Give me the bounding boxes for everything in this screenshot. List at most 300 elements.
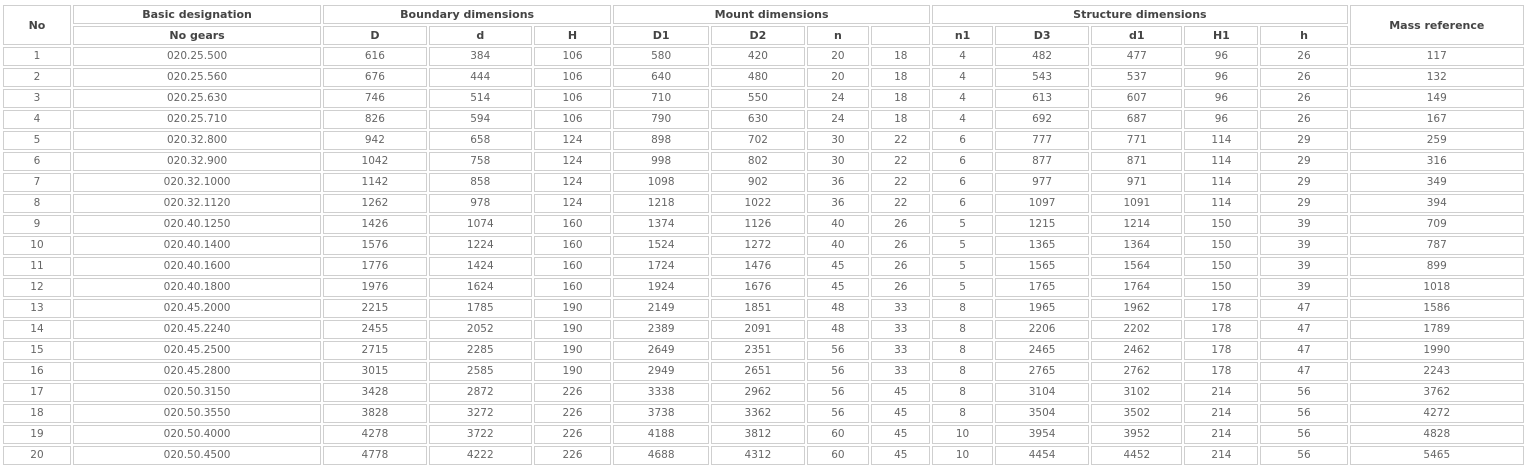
cell-D: 3828 <box>323 404 426 423</box>
cell-n: 30 <box>807 131 870 150</box>
cell-H: 124 <box>534 152 611 171</box>
cell-D1: 790 <box>613 110 709 129</box>
cell-D1: 1524 <box>613 236 709 255</box>
col-header-D1: D1 <box>613 26 709 45</box>
cell-n1: 5 <box>932 278 993 297</box>
cell-D3: 1215 <box>995 215 1089 234</box>
cell-no: 9 <box>3 215 71 234</box>
cell-mass-reference: 5465 <box>1350 446 1524 465</box>
table-row <box>3 173 1524 192</box>
cell-basic-designation: 020.45.2000 <box>73 299 321 318</box>
cell-no: 14 <box>3 320 71 339</box>
cell-n: 24 <box>807 89 870 108</box>
cell-basic-designation: 020.50.4000 <box>73 425 321 444</box>
cell-n1: 8 <box>932 362 993 381</box>
cell-H: 190 <box>534 341 611 360</box>
cell-d: 444 <box>429 68 532 87</box>
cell-D1: 2949 <box>613 362 709 381</box>
cell-blank: 18 <box>871 68 930 87</box>
cell-n: 60 <box>807 446 870 465</box>
col-group-basic-designation: Basic designation <box>73 5 321 24</box>
cell-n: 20 <box>807 68 870 87</box>
cell-n1: 8 <box>932 299 993 318</box>
col-header-H: H <box>534 26 611 45</box>
cell-h: 56 <box>1260 404 1347 423</box>
cell-h: 29 <box>1260 194 1347 213</box>
cell-D3: 777 <box>995 131 1089 150</box>
cell-H1: 150 <box>1184 236 1258 255</box>
cell-n1: 6 <box>932 194 993 213</box>
cell-n1: 5 <box>932 257 993 276</box>
sub-header-row <box>3 26 1524 45</box>
cell-D1: 710 <box>613 89 709 108</box>
col-header-mass-reference: Mass reference <box>1350 5 1524 45</box>
cell-n1: 8 <box>932 341 993 360</box>
cell-H1: 150 <box>1184 215 1258 234</box>
cell-D: 2715 <box>323 341 426 360</box>
cell-D1: 3338 <box>613 383 709 402</box>
cell-n: 56 <box>807 341 870 360</box>
cell-blank: 33 <box>871 341 930 360</box>
cell-mass-reference: 394 <box>1350 194 1524 213</box>
cell-blank: 45 <box>871 383 930 402</box>
cell-mass-reference: 4828 <box>1350 425 1524 444</box>
cell-D2: 630 <box>711 110 804 129</box>
cell-basic-designation: 020.32.800 <box>73 131 321 150</box>
cell-d1: 3502 <box>1091 404 1182 423</box>
cell-H: 160 <box>534 215 611 234</box>
table-row <box>3 131 1524 150</box>
cell-d: 3272 <box>429 404 532 423</box>
table-row <box>3 446 1524 465</box>
cell-D2: 1126 <box>711 215 804 234</box>
cell-D3: 3504 <box>995 404 1089 423</box>
cell-h: 56 <box>1260 425 1347 444</box>
cell-blank: 26 <box>871 278 930 297</box>
cell-h: 39 <box>1260 257 1347 276</box>
cell-D: 1142 <box>323 173 426 192</box>
cell-n: 60 <box>807 425 870 444</box>
cell-H1: 114 <box>1184 131 1258 150</box>
cell-D2: 3812 <box>711 425 804 444</box>
cell-no: 3 <box>3 89 71 108</box>
cell-mass-reference: 899 <box>1350 257 1524 276</box>
cell-n1: 5 <box>932 236 993 255</box>
cell-d1: 771 <box>1091 131 1182 150</box>
cell-d1: 687 <box>1091 110 1182 129</box>
cell-mass-reference: 787 <box>1350 236 1524 255</box>
cell-H: 226 <box>534 425 611 444</box>
cell-n1: 6 <box>932 173 993 192</box>
cell-d1: 607 <box>1091 89 1182 108</box>
cell-D2: 1676 <box>711 278 804 297</box>
cell-D1: 1098 <box>613 173 709 192</box>
cell-basic-designation: 020.45.2800 <box>73 362 321 381</box>
cell-D: 676 <box>323 68 426 87</box>
cell-d: 384 <box>429 47 532 66</box>
cell-blank: 45 <box>871 446 930 465</box>
cell-H: 160 <box>534 278 611 297</box>
cell-blank: 33 <box>871 362 930 381</box>
table-row <box>3 383 1524 402</box>
cell-h: 47 <box>1260 320 1347 339</box>
cell-H: 160 <box>534 236 611 255</box>
cell-basic-designation: 020.25.630 <box>73 89 321 108</box>
cell-basic-designation: 020.40.1600 <box>73 257 321 276</box>
cell-H1: 96 <box>1184 47 1258 66</box>
col-group-structure-dimensions: Structure dimensions <box>932 5 1347 24</box>
cell-blank: 45 <box>871 425 930 444</box>
cell-D: 4278 <box>323 425 426 444</box>
cell-H: 190 <box>534 299 611 318</box>
cell-mass-reference: 1990 <box>1350 341 1524 360</box>
table-row <box>3 236 1524 255</box>
cell-h: 29 <box>1260 152 1347 171</box>
cell-n: 48 <box>807 299 870 318</box>
cell-n: 30 <box>807 152 870 171</box>
cell-D: 616 <box>323 47 426 66</box>
cell-D3: 877 <box>995 152 1089 171</box>
cell-D: 3428 <box>323 383 426 402</box>
cell-D: 2455 <box>323 320 426 339</box>
cell-d1: 2462 <box>1091 341 1182 360</box>
cell-mass-reference: 2243 <box>1350 362 1524 381</box>
col-header-D: D <box>323 26 426 45</box>
cell-mass-reference: 1018 <box>1350 278 1524 297</box>
table-row <box>3 89 1524 108</box>
cell-D: 1976 <box>323 278 426 297</box>
cell-d1: 537 <box>1091 68 1182 87</box>
cell-n1: 4 <box>932 47 993 66</box>
cell-basic-designation: 020.32.1000 <box>73 173 321 192</box>
cell-no: 6 <box>3 152 71 171</box>
cell-n: 40 <box>807 236 870 255</box>
cell-d1: 3952 <box>1091 425 1182 444</box>
cell-h: 56 <box>1260 446 1347 465</box>
cell-mass-reference: 316 <box>1350 152 1524 171</box>
cell-h: 26 <box>1260 47 1347 66</box>
cell-d: 1074 <box>429 215 532 234</box>
table-row <box>3 47 1524 66</box>
cell-basic-designation: 020.40.1400 <box>73 236 321 255</box>
cell-no: 16 <box>3 362 71 381</box>
cell-D1: 4188 <box>613 425 709 444</box>
cell-H1: 150 <box>1184 257 1258 276</box>
cell-D: 1042 <box>323 152 426 171</box>
cell-H: 226 <box>534 383 611 402</box>
cell-blank: 22 <box>871 194 930 213</box>
cell-D3: 2206 <box>995 320 1089 339</box>
cell-n1: 8 <box>932 404 993 423</box>
cell-mass-reference: 349 <box>1350 173 1524 192</box>
cell-n: 45 <box>807 278 870 297</box>
cell-mass-reference: 259 <box>1350 131 1524 150</box>
cell-mass-reference: 4272 <box>1350 404 1524 423</box>
cell-H: 106 <box>534 89 611 108</box>
cell-blank: 26 <box>871 257 930 276</box>
cell-mass-reference: 1586 <box>1350 299 1524 318</box>
cell-no: 2 <box>3 68 71 87</box>
cell-d: 658 <box>429 131 532 150</box>
cell-blank: 22 <box>871 131 930 150</box>
cell-basic-designation: 020.50.3550 <box>73 404 321 423</box>
cell-mass-reference: 149 <box>1350 89 1524 108</box>
cell-H1: 178 <box>1184 320 1258 339</box>
cell-basic-designation: 020.32.900 <box>73 152 321 171</box>
cell-D1: 898 <box>613 131 709 150</box>
cell-D3: 4454 <box>995 446 1089 465</box>
cell-d1: 1564 <box>1091 257 1182 276</box>
col-header-no-gears: No gears <box>73 26 321 45</box>
cell-no: 15 <box>3 341 71 360</box>
cell-basic-designation: 020.40.1800 <box>73 278 321 297</box>
cell-d: 858 <box>429 173 532 192</box>
cell-D2: 4312 <box>711 446 804 465</box>
col-header-d: d <box>429 26 532 45</box>
cell-D1: 1724 <box>613 257 709 276</box>
col-header-no: No <box>3 5 71 45</box>
cell-d: 978 <box>429 194 532 213</box>
cell-D1: 4688 <box>613 446 709 465</box>
cell-blank: 18 <box>871 47 930 66</box>
cell-d: 3722 <box>429 425 532 444</box>
table-row <box>3 278 1524 297</box>
col-header-H1: H1 <box>1184 26 1258 45</box>
table-row <box>3 299 1524 318</box>
cell-mass-reference: 167 <box>1350 110 1524 129</box>
cell-D3: 482 <box>995 47 1089 66</box>
cell-D2: 2351 <box>711 341 804 360</box>
cell-basic-designation: 020.32.1120 <box>73 194 321 213</box>
cell-D2: 1476 <box>711 257 804 276</box>
cell-D3: 692 <box>995 110 1089 129</box>
cell-mass-reference: 709 <box>1350 215 1524 234</box>
cell-blank: 26 <box>871 236 930 255</box>
cell-basic-designation: 020.50.4500 <box>73 446 321 465</box>
cell-h: 47 <box>1260 341 1347 360</box>
cell-D3: 1565 <box>995 257 1089 276</box>
cell-n: 45 <box>807 257 870 276</box>
cell-h: 47 <box>1260 299 1347 318</box>
cell-H: 190 <box>534 320 611 339</box>
cell-n: 48 <box>807 320 870 339</box>
cell-h: 29 <box>1260 173 1347 192</box>
cell-n: 36 <box>807 173 870 192</box>
cell-h: 39 <box>1260 215 1347 234</box>
col-header-D3: D3 <box>995 26 1089 45</box>
cell-H1: 96 <box>1184 68 1258 87</box>
cell-d1: 4452 <box>1091 446 1182 465</box>
cell-D1: 2649 <box>613 341 709 360</box>
cell-n: 56 <box>807 404 870 423</box>
cell-d: 1624 <box>429 278 532 297</box>
cell-no: 7 <box>3 173 71 192</box>
col-header-D2: D2 <box>711 26 804 45</box>
cell-D: 1776 <box>323 257 426 276</box>
cell-no: 19 <box>3 425 71 444</box>
cell-n1: 4 <box>932 110 993 129</box>
cell-H: 226 <box>534 404 611 423</box>
cell-D2: 702 <box>711 131 804 150</box>
cell-no: 8 <box>3 194 71 213</box>
cell-mass-reference: 117 <box>1350 47 1524 66</box>
cell-d1: 1214 <box>1091 215 1182 234</box>
cell-D3: 1965 <box>995 299 1089 318</box>
cell-h: 56 <box>1260 383 1347 402</box>
cell-d: 758 <box>429 152 532 171</box>
cell-d: 1224 <box>429 236 532 255</box>
cell-n1: 8 <box>932 320 993 339</box>
cell-mass-reference: 1789 <box>1350 320 1524 339</box>
cell-H: 124 <box>534 194 611 213</box>
cell-D1: 580 <box>613 47 709 66</box>
dimensions-table <box>1 3 1526 467</box>
cell-h: 26 <box>1260 89 1347 108</box>
cell-D1: 2149 <box>613 299 709 318</box>
cell-n1: 4 <box>932 68 993 87</box>
cell-blank: 18 <box>871 110 930 129</box>
cell-n1: 10 <box>932 446 993 465</box>
cell-H1: 114 <box>1184 194 1258 213</box>
cell-n1: 4 <box>932 89 993 108</box>
cell-H1: 214 <box>1184 404 1258 423</box>
cell-basic-designation: 020.25.500 <box>73 47 321 66</box>
cell-H: 106 <box>534 110 611 129</box>
cell-H1: 214 <box>1184 425 1258 444</box>
cell-D2: 1022 <box>711 194 804 213</box>
cell-d1: 871 <box>1091 152 1182 171</box>
cell-h: 26 <box>1260 110 1347 129</box>
cell-D1: 640 <box>613 68 709 87</box>
cell-D2: 802 <box>711 152 804 171</box>
cell-n: 40 <box>807 215 870 234</box>
cell-d1: 1091 <box>1091 194 1182 213</box>
cell-H1: 178 <box>1184 362 1258 381</box>
table-row <box>3 110 1524 129</box>
cell-d1: 1764 <box>1091 278 1182 297</box>
cell-h: 26 <box>1260 68 1347 87</box>
table-row <box>3 320 1524 339</box>
cell-H: 226 <box>534 446 611 465</box>
cell-D: 746 <box>323 89 426 108</box>
cell-D: 1426 <box>323 215 426 234</box>
cell-blank: 26 <box>871 215 930 234</box>
cell-d: 1785 <box>429 299 532 318</box>
col-group-mount-dimensions: Mount dimensions <box>613 5 930 24</box>
table-row <box>3 425 1524 444</box>
cell-d1: 2202 <box>1091 320 1182 339</box>
cell-no: 20 <box>3 446 71 465</box>
cell-D2: 2962 <box>711 383 804 402</box>
cell-H: 190 <box>534 362 611 381</box>
cell-D3: 3954 <box>995 425 1089 444</box>
cell-D3: 543 <box>995 68 1089 87</box>
cell-n1: 6 <box>932 131 993 150</box>
cell-D2: 2091 <box>711 320 804 339</box>
cell-D3: 2765 <box>995 362 1089 381</box>
group-header-row <box>3 5 1524 24</box>
cell-D: 1576 <box>323 236 426 255</box>
cell-D1: 1924 <box>613 278 709 297</box>
col-header-d1: d1 <box>1091 26 1182 45</box>
table-row <box>3 152 1524 171</box>
cell-D3: 3104 <box>995 383 1089 402</box>
cell-D1: 3738 <box>613 404 709 423</box>
cell-H1: 214 <box>1184 383 1258 402</box>
cell-basic-designation: 020.50.3150 <box>73 383 321 402</box>
cell-d1: 971 <box>1091 173 1182 192</box>
cell-D1: 2389 <box>613 320 709 339</box>
cell-mass-reference: 3762 <box>1350 383 1524 402</box>
col-header-h: h <box>1260 26 1347 45</box>
cell-D2: 480 <box>711 68 804 87</box>
cell-H: 106 <box>534 47 611 66</box>
table-row <box>3 341 1524 360</box>
cell-d: 2585 <box>429 362 532 381</box>
cell-no: 17 <box>3 383 71 402</box>
cell-no: 12 <box>3 278 71 297</box>
cell-n: 20 <box>807 47 870 66</box>
cell-d1: 477 <box>1091 47 1182 66</box>
cell-d: 594 <box>429 110 532 129</box>
cell-d: 2872 <box>429 383 532 402</box>
cell-D2: 1272 <box>711 236 804 255</box>
cell-H1: 96 <box>1184 89 1258 108</box>
cell-D2: 420 <box>711 47 804 66</box>
cell-d: 4222 <box>429 446 532 465</box>
cell-h: 47 <box>1260 362 1347 381</box>
cell-D3: 977 <box>995 173 1089 192</box>
cell-basic-designation: 020.25.560 <box>73 68 321 87</box>
cell-blank: 22 <box>871 152 930 171</box>
cell-d1: 1364 <box>1091 236 1182 255</box>
cell-d1: 2762 <box>1091 362 1182 381</box>
cell-h: 29 <box>1260 131 1347 150</box>
cell-D3: 1097 <box>995 194 1089 213</box>
table-body <box>3 47 1524 465</box>
cell-d: 1424 <box>429 257 532 276</box>
cell-no: 5 <box>3 131 71 150</box>
cell-n: 36 <box>807 194 870 213</box>
cell-D1: 998 <box>613 152 709 171</box>
cell-blank: 33 <box>871 320 930 339</box>
cell-D3: 2465 <box>995 341 1089 360</box>
cell-H: 160 <box>534 257 611 276</box>
cell-D: 1262 <box>323 194 426 213</box>
cell-D1: 1218 <box>613 194 709 213</box>
cell-blank: 45 <box>871 404 930 423</box>
col-header-blank <box>871 26 930 45</box>
cell-n1: 10 <box>932 425 993 444</box>
cell-d1: 3102 <box>1091 383 1182 402</box>
cell-n: 24 <box>807 110 870 129</box>
cell-D: 942 <box>323 131 426 150</box>
cell-h: 39 <box>1260 278 1347 297</box>
cell-n1: 6 <box>932 152 993 171</box>
cell-basic-designation: 020.45.2500 <box>73 341 321 360</box>
table-row <box>3 362 1524 381</box>
cell-H: 124 <box>534 131 611 150</box>
cell-blank: 18 <box>871 89 930 108</box>
cell-no: 11 <box>3 257 71 276</box>
cell-n: 56 <box>807 362 870 381</box>
col-group-boundary-dimensions: Boundary dimensions <box>323 5 611 24</box>
cell-H1: 114 <box>1184 173 1258 192</box>
cell-H1: 150 <box>1184 278 1258 297</box>
cell-mass-reference: 132 <box>1350 68 1524 87</box>
cell-D3: 613 <box>995 89 1089 108</box>
cell-H: 106 <box>534 68 611 87</box>
